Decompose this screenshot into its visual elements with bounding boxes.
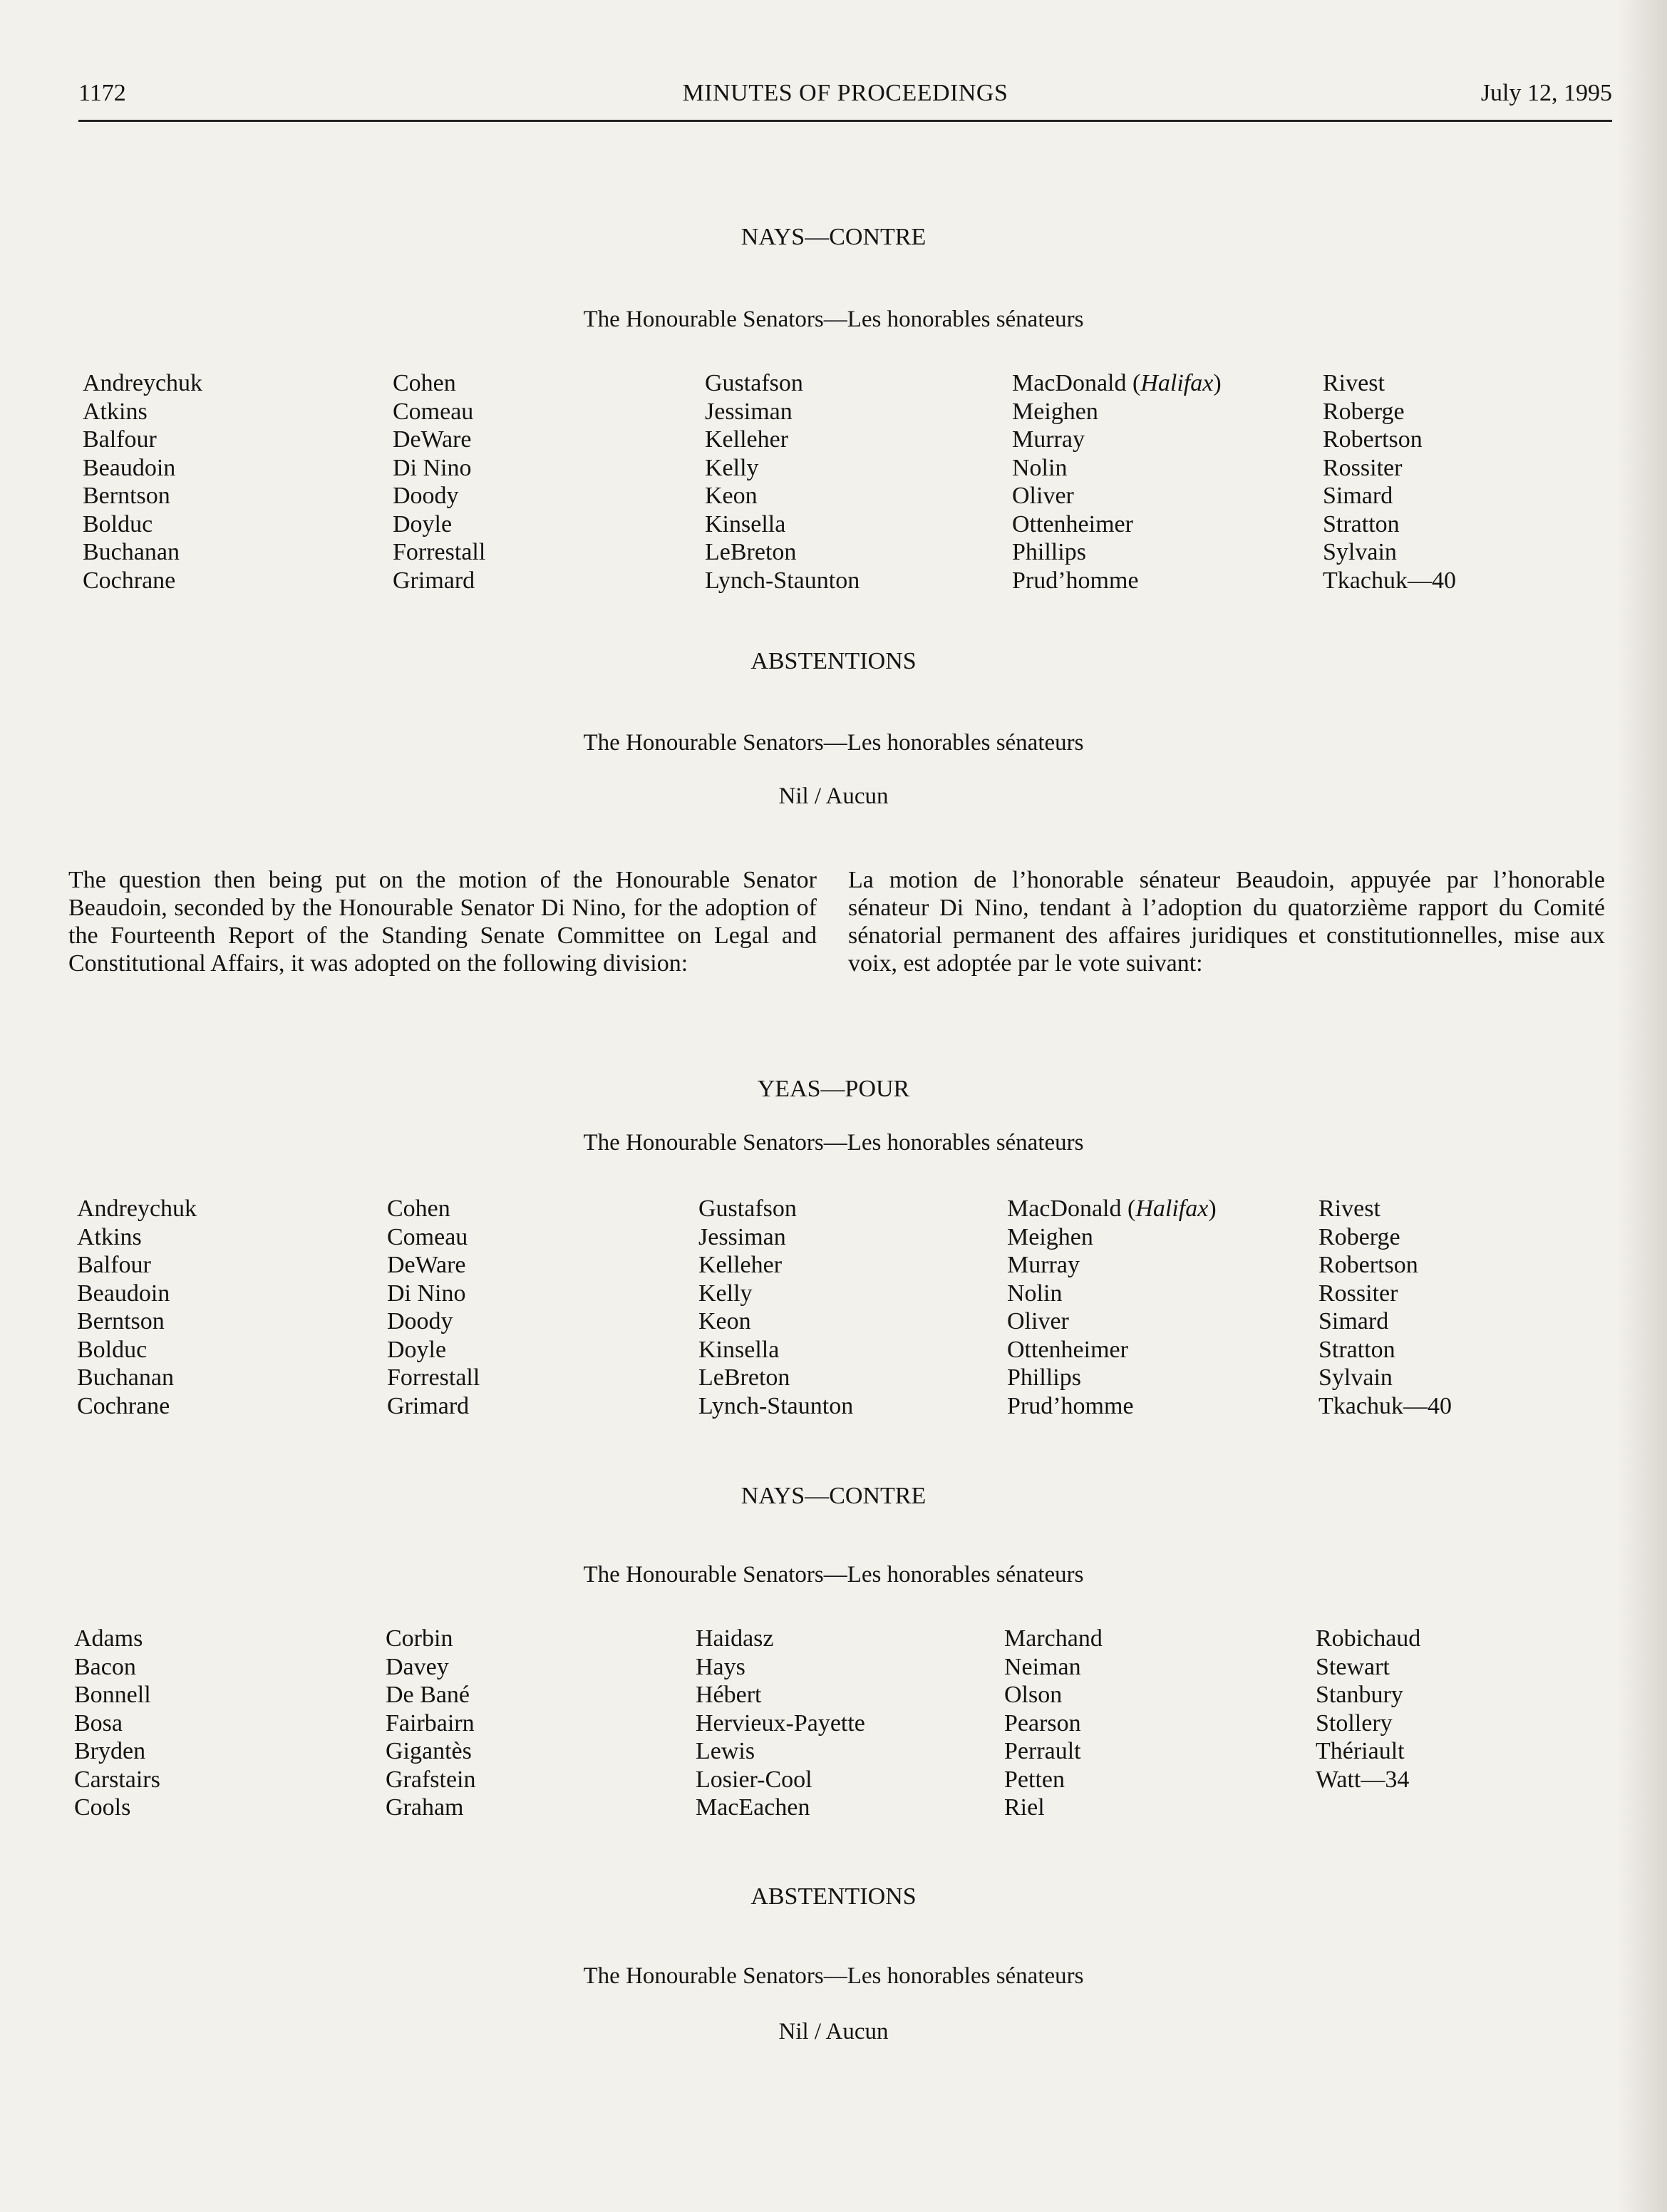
vote2-nays-subheading: The Honourable Senators—Les honorables sénateurs — [583, 1562, 1084, 1588]
senator-name: Simard — [1318, 1308, 1389, 1334]
vote1-nays-column — [393, 369, 485, 595]
senator-name: Robertson — [1318, 1252, 1418, 1278]
vote2-nays-column — [696, 1625, 865, 1822]
senator-name: Tkachuk—40 — [1318, 1392, 1452, 1419]
senator-name: Sylvain — [1323, 539, 1397, 565]
senator-name: Cools — [74, 1794, 131, 1821]
vote2-yeas-column — [387, 1195, 480, 1420]
vote2-yeas-heading: YEAS—POUR — [757, 1076, 910, 1102]
senator-name: Beaudoin — [83, 454, 176, 481]
vote1-nays-subheading: The Honourable Senators—Les honorables sénateurs — [583, 307, 1084, 332]
senator-name: Rossiter — [1323, 454, 1403, 481]
vote2-abstentions-heading: ABSTENTIONS — [750, 1883, 917, 1910]
senator-name: Nolin — [1007, 1280, 1063, 1307]
senator-name: Watt—34 — [1316, 1766, 1410, 1793]
senator-name: Comeau — [393, 398, 474, 425]
senator-name: Bolduc — [77, 1336, 148, 1363]
senator-name: Hervieux-Payette — [696, 1709, 865, 1737]
senator-name: Fairbairn — [386, 1709, 475, 1737]
senator-name: Gustafson — [698, 1195, 797, 1222]
senator-name: Andreychuk — [83, 370, 203, 396]
senator-name: Lynch-Staunton — [698, 1392, 854, 1419]
senator-name: Corbin — [386, 1625, 453, 1652]
vote2-nays-column — [386, 1625, 476, 1822]
senator-name: De Bané — [386, 1682, 470, 1708]
senator-name: Kelly — [705, 454, 759, 481]
vote1-abstentions-heading: ABSTENTIONS — [750, 648, 917, 674]
senator-name: Balfour — [83, 426, 157, 453]
vote2-yeas-subheading: The Honourable Senators—Les honorables sénateurs — [583, 1130, 1084, 1156]
senator-name: Roberge — [1323, 398, 1405, 425]
senator-name: Phillips — [1007, 1364, 1081, 1391]
senator-name: Marchand — [1004, 1625, 1103, 1652]
vote2-yeas-column — [1318, 1195, 1452, 1420]
senator-name: Pearson — [1004, 1709, 1081, 1737]
senator-name: Keon — [698, 1308, 751, 1334]
vote1-nays-column — [705, 369, 860, 595]
senator-name: Bacon — [74, 1653, 136, 1680]
senator-name: Gustafson — [705, 370, 803, 396]
senator-name: Adams — [74, 1625, 143, 1652]
senator-name: Davey — [386, 1653, 449, 1680]
vote2-nays-column — [74, 1625, 160, 1822]
senator-name: Neiman — [1004, 1653, 1081, 1680]
senator-name: Bolduc — [83, 510, 153, 537]
senator-name: Perrault — [1004, 1738, 1081, 1764]
vote2-abstentions-subheading: The Honourable Senators—Les honorables sénateurs — [583, 1963, 1084, 1989]
senator-name: Atkins — [77, 1223, 142, 1250]
senator-name: Meighen — [1007, 1223, 1093, 1250]
senator-name: Berntson — [83, 483, 170, 509]
vote2-yeas-column — [77, 1195, 197, 1420]
senator-name: Stewart — [1316, 1653, 1390, 1680]
senator-name: Sylvain — [1318, 1364, 1393, 1391]
senator-name: Gigantès — [386, 1738, 472, 1764]
senator-name: Rossiter — [1318, 1280, 1398, 1307]
senator-name: LeBreton — [705, 539, 797, 565]
senator-name: MacDonald (Halifax) — [1007, 1195, 1217, 1222]
senator-name: Riel — [1004, 1794, 1045, 1821]
senator-name: Nolin — [1012, 454, 1068, 481]
vote1-abstentions-value: Nil / Aucun — [778, 783, 889, 809]
senator-name: Lynch-Staunton — [705, 567, 860, 594]
senator-name: Bonnell — [74, 1682, 151, 1708]
page-date: July 12, 1995 — [1480, 80, 1612, 106]
senator-name: Berntson — [77, 1308, 165, 1334]
vote2-nays-heading: NAYS—CONTRE — [740, 1483, 927, 1509]
page-title: MINUTES OF PROCEEDINGS — [682, 80, 1008, 106]
senator-name: Doody — [393, 483, 459, 509]
senator-name: MacDonald (Halifax) — [1012, 370, 1222, 396]
senator-name: Olson — [1004, 1682, 1063, 1708]
senator-name: Beaudoin — [77, 1280, 170, 1307]
senator-name: Cohen — [387, 1195, 450, 1222]
senator-name: Losier-Cool — [696, 1766, 812, 1793]
vote1-nays-column — [1323, 369, 1456, 595]
senator-name: Balfour — [77, 1252, 151, 1278]
senator-name: Tkachuk—40 — [1323, 567, 1456, 594]
senator-name: Rivest — [1323, 370, 1385, 396]
vote1-nays-heading: NAYS—CONTRE — [740, 224, 927, 250]
senator-name: Robichaud — [1316, 1625, 1421, 1652]
senator-name: Ottenheimer — [1012, 510, 1133, 537]
senator-name: Meighen — [1012, 398, 1098, 425]
header-rule — [78, 120, 1612, 122]
senator-name: Robertson — [1323, 426, 1423, 453]
senator-name: Oliver — [1007, 1308, 1069, 1334]
vote1-nays-column — [1012, 369, 1222, 595]
senator-name: Di Nino — [387, 1280, 466, 1307]
senator-name: Petten — [1004, 1766, 1065, 1793]
senator-name: Bosa — [74, 1709, 123, 1737]
senator-name: Grimard — [393, 567, 475, 594]
senator-name: Stanbury — [1316, 1682, 1403, 1708]
senator-name: Hays — [696, 1653, 745, 1680]
senator-name: Grimard — [387, 1392, 470, 1419]
senator-name: Hébert — [696, 1682, 762, 1708]
senator-name: Kelleher — [705, 426, 789, 453]
senator-name: Bryden — [74, 1738, 146, 1764]
senator-name: DeWare — [393, 426, 472, 453]
senator-name: Comeau — [387, 1223, 468, 1250]
senator-name: Forrestall — [393, 539, 486, 565]
senator-name: Lewis — [696, 1738, 755, 1764]
senator-name: Atkins — [83, 398, 148, 425]
senator-name: Ottenheimer — [1007, 1336, 1128, 1363]
senator-name: Murray — [1007, 1252, 1080, 1278]
senator-name: Doyle — [393, 510, 453, 537]
senator-name: Rivest — [1318, 1195, 1380, 1222]
senator-name: Carstairs — [74, 1766, 160, 1793]
senator-name: Stratton — [1323, 510, 1400, 537]
senator-name: Stratton — [1318, 1336, 1395, 1363]
senator-name: Roberge — [1318, 1223, 1400, 1250]
vote2-nays-column — [1004, 1625, 1103, 1822]
senator-name: Buchanan — [77, 1364, 174, 1391]
senator-name: Doyle — [387, 1336, 447, 1363]
vote1-abstentions-subheading: The Honourable Senators—Les honorables sénateurs — [583, 730, 1084, 756]
senator-name: Prud’homme — [1007, 1392, 1134, 1419]
page-number: 1172 — [78, 80, 126, 106]
motion-english: The question then being put on the motion of the Honourable Senator Beaudoin, seconded by the Honourable Senator Di Nino, for the adoption of the Fourteenth Report of the Standing Senate Committee on Legal and Constitutional Affairs, it was adopted on the following division: — [68, 867, 817, 977]
senator-name: Kelly — [698, 1280, 753, 1307]
senator-name: Forrestall — [387, 1364, 480, 1391]
vote1-nays-column — [83, 369, 202, 595]
senator-name: Cochrane — [83, 567, 176, 594]
senator-name: Buchanan — [83, 539, 180, 565]
senator-name: Cohen — [393, 370, 456, 396]
senator-name: Murray — [1012, 426, 1085, 453]
senator-name: Andreychuk — [77, 1195, 197, 1222]
senator-name: Stollery — [1316, 1709, 1393, 1737]
senator-name: Kinsella — [705, 510, 786, 537]
vote2-yeas-column — [1007, 1195, 1217, 1420]
senator-name: Di Nino — [393, 454, 472, 481]
senator-name: DeWare — [387, 1252, 466, 1278]
senator-name: Oliver — [1012, 483, 1074, 509]
senator-name: Prud’homme — [1012, 567, 1139, 594]
senator-name: Grafstein — [386, 1766, 476, 1793]
senator-name: MacEachen — [696, 1794, 810, 1821]
vote2-yeas-column — [698, 1195, 853, 1420]
senator-name: Haidasz — [696, 1625, 774, 1652]
senator-name: Simard — [1323, 483, 1393, 509]
senator-name: Cochrane — [77, 1392, 170, 1419]
senator-name: Graham — [386, 1794, 464, 1821]
senator-name: Jessiman — [698, 1223, 786, 1250]
senator-name: Keon — [705, 483, 758, 509]
senator-name: Phillips — [1012, 539, 1086, 565]
senator-name: Jessiman — [705, 398, 793, 425]
senator-name: Kelleher — [698, 1252, 783, 1278]
senator-name: Thériault — [1316, 1738, 1405, 1764]
page-header — [78, 80, 1612, 123]
senator-name: Kinsella — [698, 1336, 780, 1363]
vote2-abstentions-value: Nil / Aucun — [778, 2019, 889, 2044]
motion-french: La motion de l’honorable sénateur Beaudoin, appuyée par l’honorable sénateur Di Nino, tendant à l’adoption du quatorzième rapport du Comité sénatorial permanent des affaires juridiques et constitutionnelles, mise aux voix, est adoptée par le vote suivant: — [848, 867, 1605, 977]
senator-name: LeBreton — [698, 1364, 790, 1391]
vote2-nays-column — [1316, 1625, 1420, 1794]
senator-name: Doody — [387, 1308, 453, 1334]
